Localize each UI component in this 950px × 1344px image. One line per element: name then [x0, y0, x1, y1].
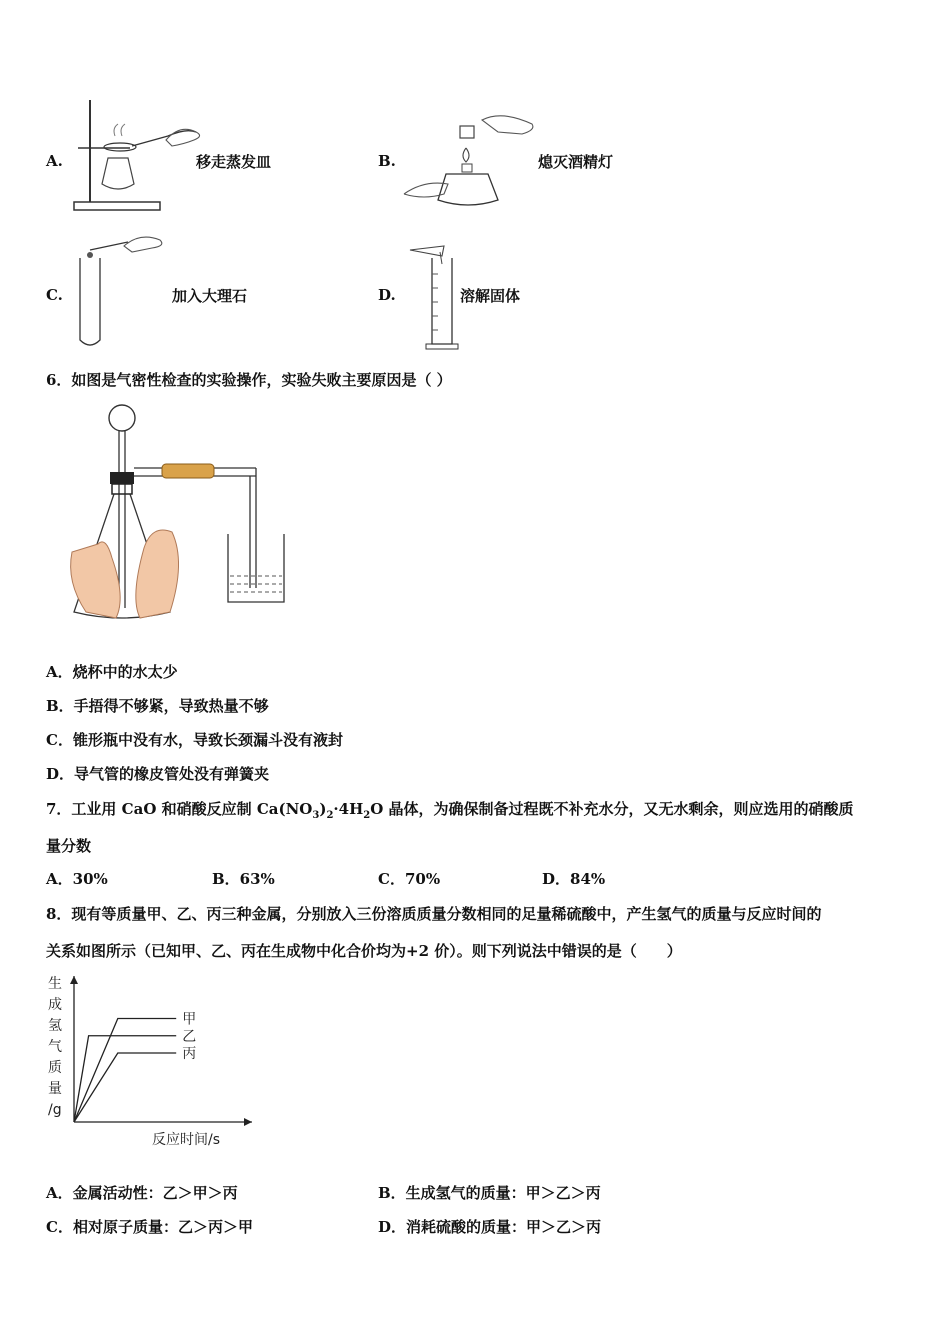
subscript: 2 — [326, 810, 334, 821]
x-axis-arrow — [244, 1118, 252, 1126]
q8-option-b: B．生成氢气的质量：甲＞乙＞丙 — [378, 1184, 601, 1202]
airtightness-check-apparatus-image — [62, 402, 302, 628]
series-label: 乙 — [182, 1028, 197, 1045]
option-letter: A. — [46, 152, 63, 170]
question-8-stem-line1: 8．现有等质量甲、乙、丙三种金属，分别放入三份溶质质量分数相同的足量稀硫酸中，产生氢气的质量与反应时间的 — [46, 905, 822, 923]
question-7-stem — [46, 799, 854, 826]
q7-option-c: C．70% — [378, 870, 441, 888]
q8-option-d: D．消耗硫酸的质量：甲＞乙＞丙 — [378, 1218, 602, 1236]
series-line-甲 — [74, 1019, 176, 1123]
graduated-cylinder-image — [404, 244, 464, 352]
stem-part: ·4H — [333, 800, 364, 818]
y-axis-label-char: 气 — [48, 1039, 62, 1055]
subscript: 3 — [312, 810, 320, 821]
q6-option-d: D．导气管的橡皮管处没有弹簧夹 — [46, 765, 270, 783]
q7-option-a: A．30% — [46, 870, 108, 888]
q8-option-a: A．金属活动性：乙＞甲＞丙 — [46, 1184, 238, 1202]
option-text: 移走蒸发皿 — [196, 153, 272, 171]
question-7-stem-line2: 量分数 — [46, 837, 92, 855]
series-label: 丙 — [182, 1046, 197, 1062]
test-tube-marble-image — [74, 236, 174, 352]
option-letter: C. — [46, 286, 63, 304]
q7-option-d: D．84% — [542, 870, 606, 888]
option-letter: D. — [378, 286, 396, 304]
y-axis-label-char: /g — [48, 1102, 62, 1118]
stem-part: 7．工业用 CaO 和硝酸反应制 Ca(NO — [46, 800, 313, 818]
question-6-stem: 6．如图是气密性检查的实验操作，实验失败主要原因是（ ） — [46, 371, 452, 389]
series-line-乙 — [74, 1036, 176, 1122]
option-text: 熄灭酒精灯 — [538, 153, 614, 171]
question-8-stem-line2: 关系如图所示（已知甲、乙、丙在生成物中化合价均为+2 价）。则下列说法中错误的是（ ） — [46, 942, 682, 960]
hydrogen-mass-vs-time-chart — [40, 972, 250, 1152]
option-letter: B. — [378, 152, 396, 170]
option-text: 加入大理石 — [172, 287, 248, 305]
y-axis-label-char: 氢 — [48, 1018, 62, 1034]
q6-option-a: A．烧杯中的水太少 — [46, 663, 178, 681]
y-axis-arrow — [70, 976, 78, 984]
y-axis-label-char: 成 — [48, 997, 62, 1013]
q6-option-c: C．锥形瓶中没有水，导致长颈漏斗没有液封 — [46, 731, 343, 749]
y-axis-label-char: 量 — [48, 1081, 62, 1097]
q6-option-b: B．手捂得不够紧，导致热量不够 — [46, 697, 269, 715]
subscript: 2 — [363, 810, 371, 821]
option-text: 溶解固体 — [460, 287, 521, 305]
q8-option-c: C．相对原子质量：乙＞丙＞甲 — [46, 1218, 253, 1236]
alcohol-lamp-image — [402, 112, 542, 212]
stem-part: O 晶体，为确保制备过程既不补充水分，又无水剩余，则应选用的硝酸质 — [370, 800, 854, 818]
q7-option-b: B．63% — [212, 870, 275, 888]
stem-part: ) — [319, 800, 327, 818]
x-axis-label: 反应时间/s — [152, 1132, 221, 1148]
series-line-丙 — [74, 1053, 176, 1122]
y-axis-label-char: 质 — [48, 1060, 62, 1076]
y-axis-label-char: 生 — [48, 976, 62, 992]
series-label: 甲 — [182, 1011, 197, 1028]
